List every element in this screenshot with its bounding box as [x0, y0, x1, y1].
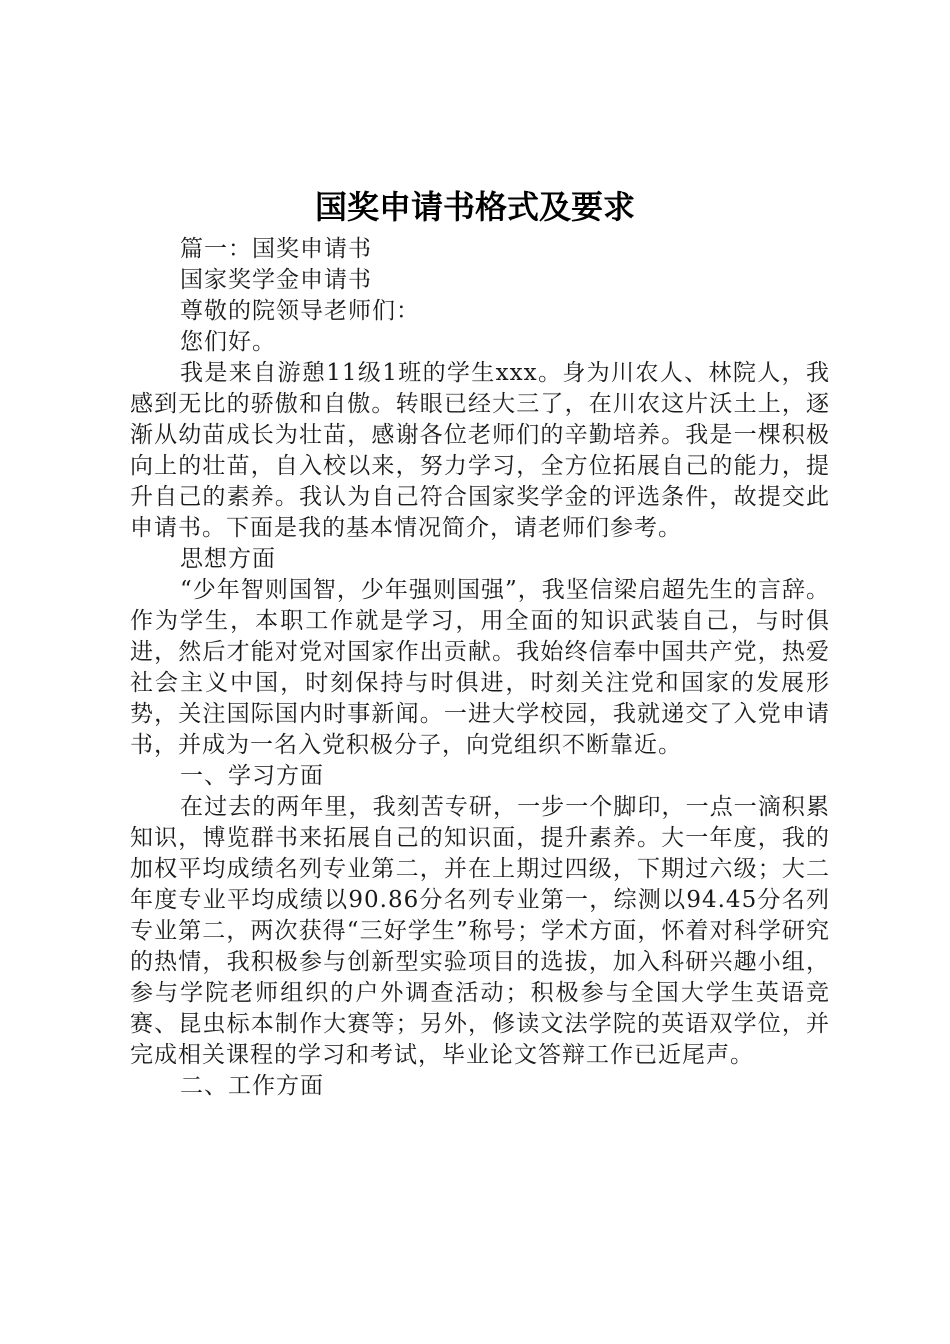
- letter-title: 国家奖学金申请书: [180, 267, 372, 293]
- section-heading: 思想方面: [180, 546, 276, 572]
- document-title: 国奖申请书格式及要求: [314, 188, 635, 226]
- section-heading: 二、工作方面: [180, 1073, 324, 1099]
- salutation: 尊敬的院领导老师们：: [180, 298, 420, 324]
- document-body: [130, 234, 830, 1102]
- greeting: 您们好。: [180, 329, 276, 355]
- section-heading: 篇一：国奖申请书: [180, 236, 372, 262]
- body-paragraph: 我是来自游憩11级1班的学生xxx。身为川农人、林院人，我感到无比的骄傲和自傲。转眼已经大三了，在川农这片沃土上，逐渐从幼苗成长为壮苗，感谢各位老师们的辛勤培养。我是一棵积极向上的壮苗，自入校以来，努力学习，全方位拓展自己的能力，提升自己的素养。我认为自己符合国家奖学金的评选条件，故提交此申请书。下面是我的基本情况简介，请老师们参考。: [130, 360, 830, 541]
- body-paragraph: 在过去的两年里，我刻苦专研，一步一个脚印，一点一滴积累知识，博览群书来拓展自己的知识面，提升素养。大一年度，我的加权平均成绩名列专业第二，并在上期过四级，下期过六级；大二年度专业平均成绩以90.86分名列专业第一，综测以94.45分名列专业第二，两次获得“三好学生”称号；学术方面，怀着对科学研究的热情，我积极参与创新型实验项目的选拔，加入科研兴趣小组，参与学院老师组织的户外调查活动；积极参与全国大学生英语竞赛、昆虫标本制作大赛等；另外，修读文法学院的英语双学位，并完成相关课程的学习和考试，毕业论文答辩工作已近尾声。: [130, 794, 830, 1068]
- section-heading: 一、学习方面: [180, 763, 324, 789]
- body-paragraph: “少年智则国智，少年强则国强”，我坚信梁启超先生的言辞。作为学生，本职工作就是学习，用全面的知识武装自己，与时俱进，然后才能对党对国家作出贡献。我始终信奉中国共产党，热爱社会主义中国，时刻保持与时俱进，时刻关注党和国家的发展形势，关注国际国内时事新闻。一进大学校园，我就递交了入党申请书，并成为一名入党积极分子，向党组织不断靠近。: [130, 577, 830, 758]
